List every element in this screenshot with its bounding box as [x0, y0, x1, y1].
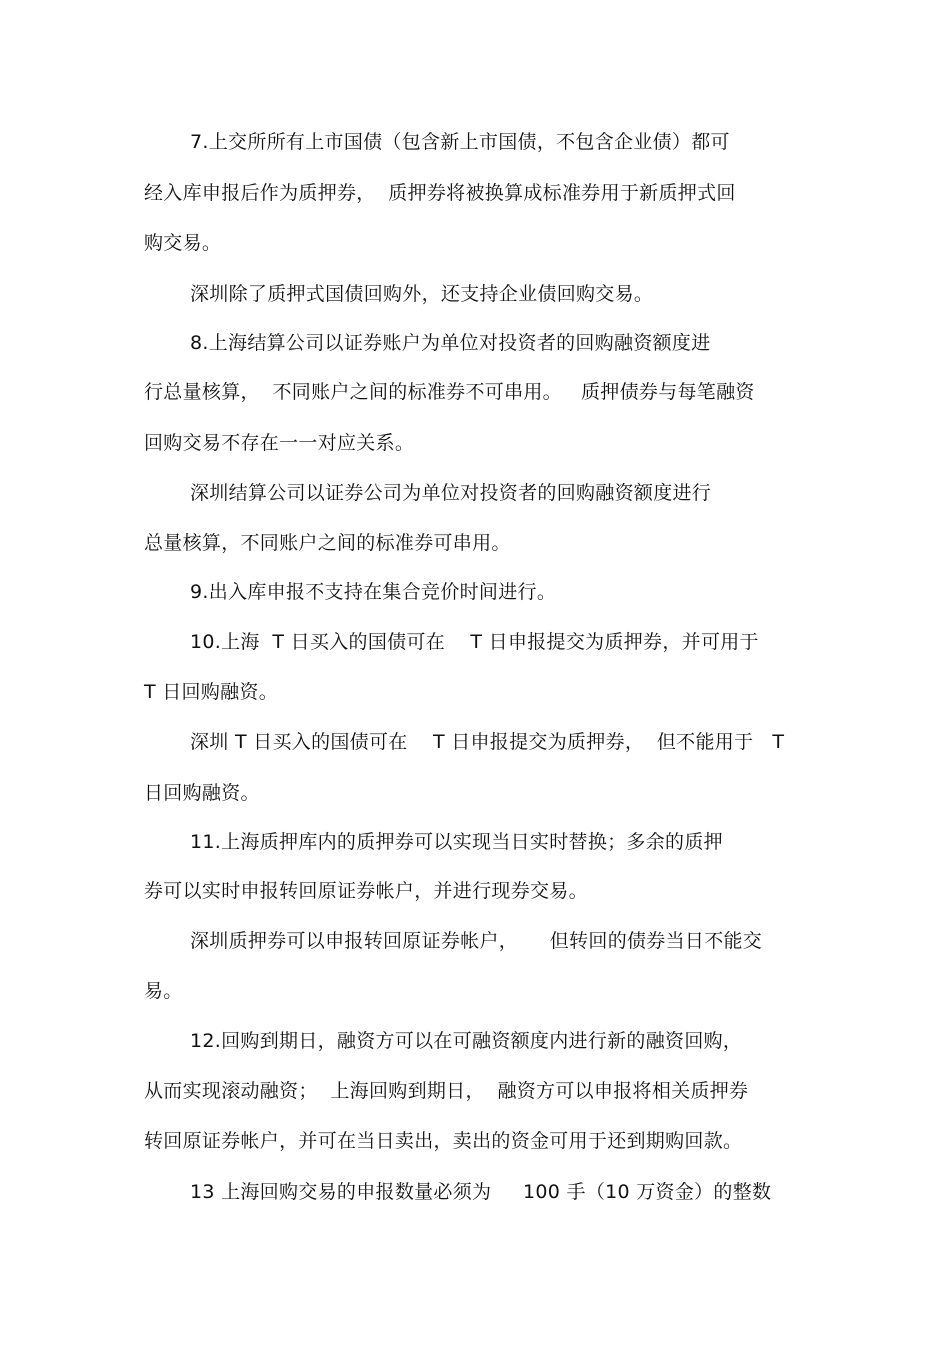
- paragraph-line: 11.上海质押库内的质押券可以实现当日实时替换；多余的质押: [190, 831, 723, 853]
- paragraph-line: T 日回购融资。: [144, 681, 279, 703]
- paragraph-line: 深圳除了质押式国债回购外，还支持企业债回购交易。: [190, 283, 654, 305]
- paragraph-line: 转回原证券帐户，并可在当日卖出，卖出的资金可用于还到期购回款。: [144, 1130, 743, 1152]
- paragraph-line: 9.出入库申报不支持在集合竞价时间进行。: [190, 581, 557, 603]
- paragraph-line: 深圳质押券可以申报转回原证券帐户， 但转回的债券当日不能交: [190, 930, 763, 952]
- paragraph-line: 行总量核算， 不同账户之间的标准券不可串用。 质押债券与每笔融资: [144, 381, 755, 403]
- paragraph-line: 回购交易不存在一一对应关系。: [144, 432, 415, 454]
- paragraph-line: 易。: [144, 980, 183, 1002]
- paragraph-line: 7.上交所所有上市国债（包含新上市国债，不包含企业债）都可: [190, 131, 730, 153]
- paragraph-line: 券可以实时申报转回原证券帐户，并进行现券交易。: [144, 880, 588, 902]
- paragraph-line: 日回购融资。: [144, 782, 260, 804]
- paragraph-line: 经入库申报后作为质押券， 质押券将被换算成标准券用于新质押式回: [144, 182, 736, 204]
- paragraph-line: 10.上海 T 日买入的国债可在 T 日申报提交为质押券，并可用于: [190, 631, 759, 653]
- paragraph-line: 13 上海回购交易的申报数量必须为 100 手（10 万资金）的整数: [190, 1181, 772, 1203]
- paragraph-line: 深圳 T 日买入的国债可在 T 日申报提交为质押券， 但不能用于 T: [190, 731, 785, 753]
- paragraph-line: 深圳结算公司以证券公司为单位对投资者的回购融资额度进行: [190, 482, 712, 504]
- paragraph-line: 从而实现滚动融资； 上海回购到期日， 融资方可以申报将相关质押券: [144, 1080, 749, 1102]
- paragraph-line: 购交易。: [144, 232, 222, 254]
- paragraph-line: 8.上海结算公司以证券账户为单位对投资者的回购融资额度进: [190, 332, 711, 354]
- paragraph-line: 总量核算，不同账户之间的标准券可串用。: [144, 532, 511, 554]
- paragraph-line: 12.回购到期日，融资方可以在可融资额度内进行新的融资回购，: [190, 1030, 743, 1052]
